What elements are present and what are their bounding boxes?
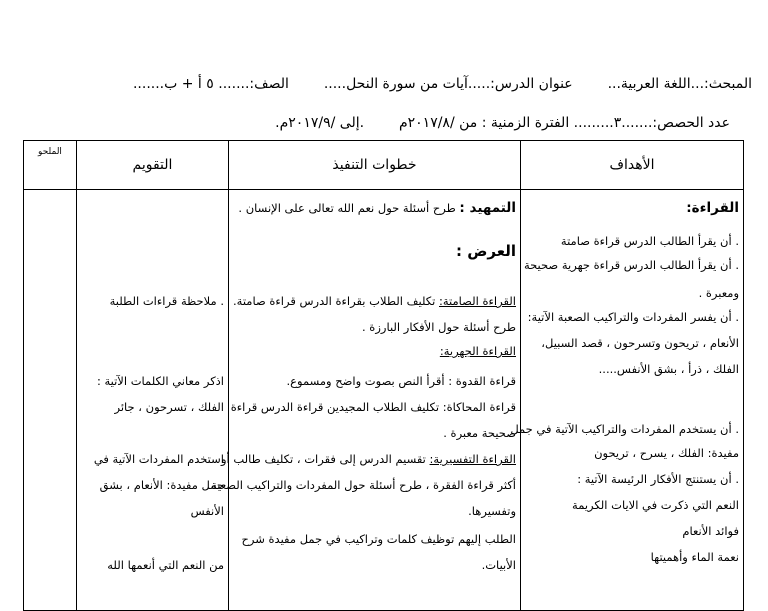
notes-cell <box>24 190 77 611</box>
goal-line: . أن يفسر المفردات والتراكيب الصعبة الآتية: <box>527 310 739 324</box>
silent-reading-label: القراءة الصامتة: <box>439 294 516 308</box>
evaluation-header: التقويم <box>77 141 229 190</box>
evaluation-line: جمل مفيدة: الأنعام ، بشق <box>99 478 224 492</box>
table-header-row <box>24 141 744 190</box>
goal-line: الأنعام ، تريحون وتسرحون ، قصد السبيل، <box>541 336 739 350</box>
goals-header: الأهداف <box>521 141 744 190</box>
step-line: الأبيات. <box>481 558 516 572</box>
intro-text: طرح أسئلة حول نعم الله تعالى على الإنسان . <box>238 201 456 215</box>
header-line-1 <box>133 76 752 92</box>
grade-field: الصف:....... ٥ أ + ب....... <box>132 76 289 92</box>
goal-line: الفلك ، ذرأ ، بشق الأنفس..... <box>598 362 739 376</box>
goal-line: نعمة الماء وأهميتها <box>650 550 739 564</box>
goals-cell <box>510 190 744 611</box>
evaluation-line: . ملاحظة قراءات الطلبة <box>109 294 224 308</box>
evaluation-line: الفلك ، تسرحون ، جائر <box>114 400 224 414</box>
steps-cell <box>211 190 521 611</box>
evaluation-line: استخدم المفردات الآتية في <box>93 452 224 466</box>
goal-line: . أن يقرأ الطالب الدرس قراءة صامتة <box>560 234 739 248</box>
presentation-heading: العرض : <box>456 242 516 260</box>
step-line: أكثر قراءة الفقرة ، طرح أسئلة حول المفردات والتراكيب الصعبة <box>211 478 516 492</box>
period-end-field: .إلى /٢٠١٧/٩م. <box>275 115 365 131</box>
goal-line: . أن يستنتج الأفكار الرئيسة الآتية : <box>577 472 739 486</box>
evaluation-cell <box>77 190 229 611</box>
evaluation-line: الأنفس <box>190 504 224 518</box>
header-line-2 <box>275 115 730 131</box>
subject-field: المبحث:...اللغة العربية... <box>607 76 752 92</box>
sessions-period-field: عدد الحصص:.......٣......... الفترة الزمنية : من /٢٠١٧/٨م <box>398 115 730 131</box>
evaluation-line: من النعم التي أنعمها الله <box>107 558 224 572</box>
goal-line: ومعبرة . <box>698 286 739 300</box>
lesson-title-field: عنوان الدرس:.....آيات من سورة النحل..... <box>323 76 573 92</box>
step-line: طرح أسئلة حول الأفكار البارزة . <box>362 320 516 334</box>
goal-line: . أن يستخدم المفردات والتراكيب الآتية في جمل <box>510 422 739 436</box>
table-content-row <box>24 190 744 611</box>
goal-line: القراءة: <box>686 200 739 216</box>
explanatory-reading-text: تقسيم الدرس إلى فقرات ، تكليف طالب أو <box>220 452 426 466</box>
step-line: قراءة القدوة : أقرأ النص بصوت واضح ومسموع. <box>286 374 516 388</box>
goal-line: فوائد الأنعام <box>682 524 739 538</box>
silent-reading-line <box>233 294 516 308</box>
explanatory-reading-label: القراءة التفسيرية: <box>429 452 516 466</box>
goal-line: مفيدة: الفلك ، يسرح ، تريحون <box>594 446 739 460</box>
step-line: الطلب إليهم توظيف كلمات وتراكيب في جمل مفيدة شرح <box>241 532 516 546</box>
loud-reading-label: القراءة الجهرية: <box>439 344 516 358</box>
intro-label: التمهيد : <box>459 200 516 216</box>
steps-header: خطوات التنفيذ <box>229 141 521 190</box>
evaluation-line: اذكر معاني الكلمات الآتية : <box>96 374 224 388</box>
intro-line <box>238 200 516 216</box>
goal-line: . أن يقرأ الطالب الدرس قراءة جهرية صحيحة <box>523 258 739 272</box>
explanatory-reading-line <box>221 452 516 466</box>
step-line: قراءة المحاكاة: تكليف الطلاب المجيدين قراءة الدرس قراءة <box>230 400 516 414</box>
step-line: صحيحة معبرة . <box>443 426 516 440</box>
notes-header: الملحو <box>24 141 77 190</box>
goal-line: النعم التي ذكرت في الايات الكريمة <box>572 498 739 512</box>
step-line: وتفسيرها. <box>468 504 516 518</box>
lesson-plan-table <box>23 140 744 611</box>
silent-reading-text: تكليف الطلاب بقراءة الدرس قراءة صامتة. <box>233 294 436 308</box>
